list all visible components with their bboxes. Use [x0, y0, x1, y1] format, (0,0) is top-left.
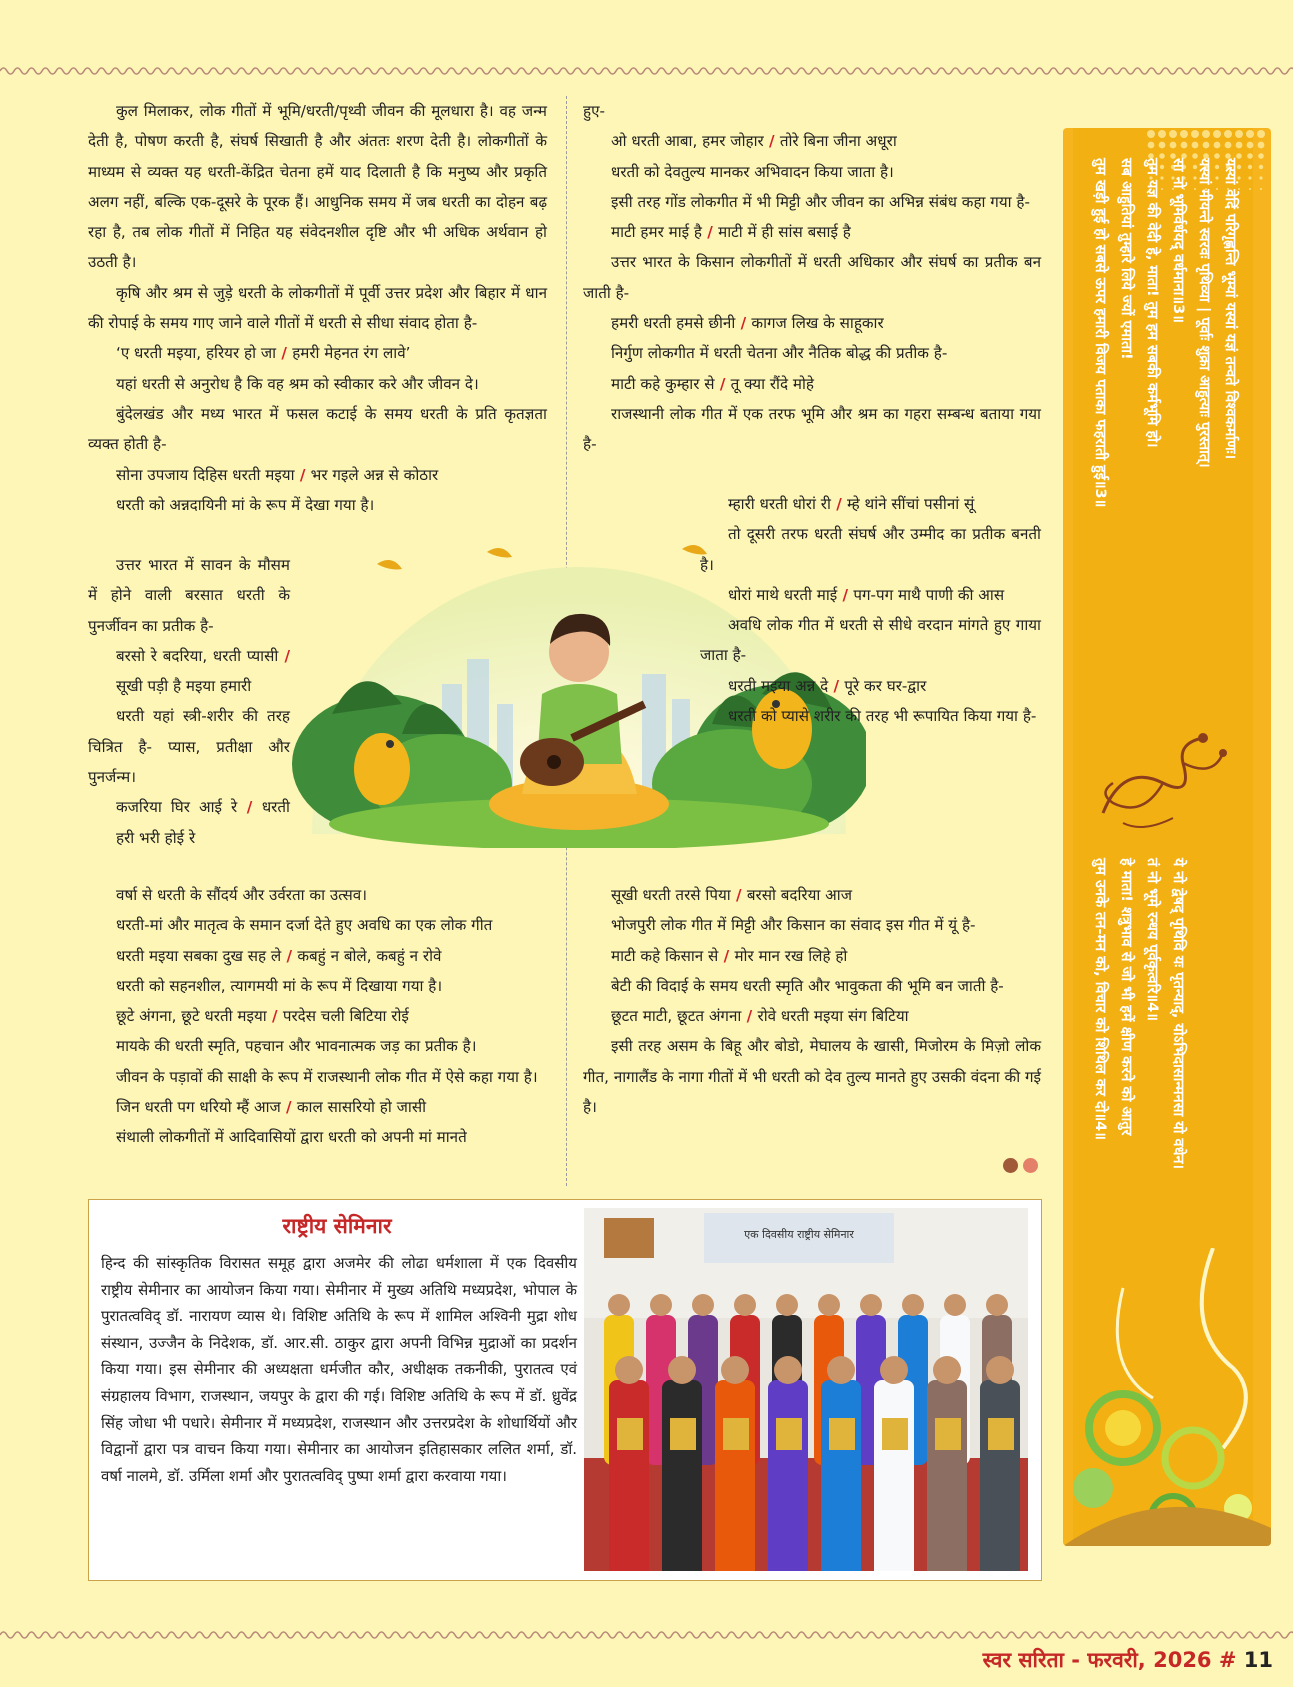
verse-part-a: धरती मइया अन्न दे [728, 676, 829, 695]
verse-part-a: जिन धरती पग धरियो म्हैं आज [116, 1098, 281, 1117]
verse-part-a: सोना उपजाय दिहिस धरती मइया [116, 465, 295, 484]
paragraph: धरती को देवतुल्य मानकर अभिवादन किया जाता है। [611, 162, 894, 181]
verse-separator: / [280, 1098, 297, 1117]
verse-line [583, 941, 1041, 971]
paragraph: धरती को सहनशील, त्यागमयी मां के रूप में दिखाया गया है। [116, 976, 443, 995]
verse-line [88, 641, 290, 702]
flourish-ornament-icon [1083, 723, 1243, 843]
shloka-line: यस्यां वेदिं परिगृह्णन्ति भूम्यां यस्यां यज्ञं तन्वते विश्वकर्माणः। [1222, 158, 1238, 460]
verse-part-b: कागज लिख के साहूकार [751, 314, 884, 333]
verse-separator: / [281, 946, 298, 965]
seminar-title: राष्ट्रीय सेमिनार [282, 1214, 392, 1238]
paragraph: संथाली लोकगीतों में आदिवासियों द्वारा धरती को अपनी मां मानते [116, 1128, 467, 1147]
seminar-banner-text: एक दिवसीय राष्ट्रीय सेमिनार [744, 1228, 854, 1241]
shloka-line: तुम यज्ञ की वेदी हे, माता! तुम हम सबकी कर्मभूमि हो। [1144, 158, 1160, 448]
verse-separator: / [294, 465, 311, 484]
verse-line [700, 671, 1041, 701]
right-column-bottom [583, 880, 1041, 1122]
verse-line [583, 1001, 1041, 1031]
verse-part-b: तू क्या रौंदे मोहे [730, 374, 814, 393]
paragraph: वर्षा से धरती के सौंदर्य और उर्वरता का उत्सव। [116, 886, 367, 904]
verse-part-b: माटी में ही सांस बसाई है [718, 223, 851, 242]
verse-line [583, 126, 1041, 156]
verse-part-a: माटी हमर माई है [611, 223, 702, 242]
paragraph: उत्तर भारत में सावन के मौसम में होने वाली बरसात धरती के पुनर्जीवन का प्रतीक है- [88, 556, 290, 635]
paragraph: अवधि लोक गीत में धरती से सीधे वरदान मांगते हुए गाया जाता है- [700, 616, 1041, 665]
left-wrap-text [88, 550, 290, 853]
shloka-line: हे माता! शत्रुभाव से जो भी हमें क्षीण करने को आतुर [1118, 858, 1134, 1136]
swirl-circles-ornament-icon [1063, 1248, 1271, 1546]
paragraph: उत्तर भारत के किसान लोकगीतों में धरती अधिकार और संघर्ष का प्रतीक बन जाती है- [583, 253, 1041, 302]
decor-dots [1003, 1158, 1038, 1177]
paragraph: धरती को अन्नदायिनी मां के रूप में देखा गया है। [116, 495, 375, 514]
paragraph: जीवन के पड़ावों की साक्षी के रूप में राजस्थानी लोक गीत में ऐसे कहा गया है। [116, 1067, 538, 1086]
verse-line [88, 1092, 547, 1122]
top-wave-border [0, 64, 1293, 78]
paragraph: धरती यहां स्त्री-शरीर की तरह चित्रित है- प्यास, प्रतीक्षा और पुनर्जन्म। [88, 707, 290, 787]
verse-part-a: छूटे अंगना, छूटे धरती मइया [116, 1007, 267, 1026]
verse-separator: / [278, 646, 290, 665]
paragraph: इसी तरह गोंड लोकगीत में भी मिट्टी और जीवन का अभिन्न संबंध कहा गया है- [611, 192, 1030, 211]
verse-part-b: भर गइले अन्न से कोठार [310, 465, 439, 484]
paragraph: बुंदेलखंड और मध्य भारत में फसल कटाई के समय धरती के प्रति कृतज्ञता व्यक्त होती है- [88, 404, 547, 454]
page-footer [983, 1646, 1273, 1674]
shloka-line: तुम खड़ी हुई हो सबसे ऊपर हमारी विजय पताका फहराती हुई॥3॥ [1092, 158, 1108, 508]
left-column-bottom [88, 880, 547, 1153]
verse-part-b: हमरी मेहनत रंग लावे’ [292, 344, 411, 363]
seminar-text: हिन्द की सांस्कृतिक विरासत समूह द्वारा अजमेर की लोढा धर्मशाला में एक दिवसीय राष्ट्रीय सेमीनार का आयोजन किया गया। सेमीनार में मुख्य अतिथि मध्यप्रदेश, भोपाल के पुरातत्वविद् डॉ. नारायण व्यास थे। विशिष्ट अतिथि के रूप में शामिल अश्विनी मुद्रा शोध संस्थान, उज्जैन के निदेशक, डॉ. आर.सी. ठाकुर द्वारा अपनी विभिन्न मुद्राओं का प्रदर्शन किया गया। इस सेमीनार की अध्यक्षता धर्मजीत कौर, अधीक्षक तकनीकी, पुरातत्व एवं संग्रहालय विभाग, राजस्थान, जयपुर के द्वारा की गई। विशिष्ट अतिथि के रूप में डॉ. ध्रुवेंद्र सिंह जोधा भी पधारे। सेमीनार में मध्यप्रदेश, राजस्थान और उत्तरप्रदेश के शोधार्थियों और विद्वानों द्वारा पत्र वाचन किया गया। सेमीनार का आयोजन इतिहासकार ललित शर्मा, डॉ. वर्षा नालमे, डॉ. उर्मिला शर्मा और पुरातत्वविद् पुष्पा शर्मा द्वारा करवाया गया। [101, 1254, 577, 1485]
verse-line [700, 489, 1041, 519]
verse-separator: / [701, 223, 719, 242]
verse-line [88, 460, 547, 490]
paragraph: कुल मिलाकर, लोक गीतों में भूमि/धरती/पृथ्वी जीवन की मूलधारा है। वह जन्म देती है, पोषण करती है, संघर्ष सिखाती है और अंततः शरण देती है। लोकगीतों के माध्यम से व्यक्त यह धरती-केंद्रित चेतना हमें याद दिलाती है कि मनुष्य और प्रकृति अलग नहीं, बल्कि एक-दूसरे के पूरक हैं। आधुनिक समय में जब धरती का दोहन बढ़ रहा है, तब लोक गीतों में निहित यह संवेदनशील दृष्टि और भी अधिक अर्थवान हो उठती है। [88, 102, 547, 272]
shloka-line: यस्यां मीयन्ते स्वरवः पृथिव्या | पूर्वाः शुक्रा आहुत्याः पुरस्तात्। [1196, 158, 1212, 468]
verse-separator: / [735, 314, 752, 333]
paragraph: धरती-मां और मातृत्व के समान दर्जा देते हुए अवधि का एक लोक गीत [116, 916, 493, 935]
verse-separator: / [828, 676, 845, 695]
verse-line [88, 941, 547, 971]
paragraph: तो दूसरी तरफ धरती संघर्ष और उम्मीद का प्रतीक बनती है। [700, 525, 1041, 574]
verse-part-b: रोवे धरती मइया संग बिटिया [757, 1007, 909, 1026]
shloka-line: सब आहुतियां तुम्हारे लिये ज्यों एमाता! [1118, 158, 1134, 360]
verse-part-b: तोरे बिना जीना अधूरा [779, 132, 897, 151]
verse-line [88, 338, 547, 368]
verse-separator: / [276, 344, 293, 363]
paragraph: कृषि और श्रम से जुड़े धरती के लोकगीतों में पूर्वी उत्तर प्रदेश और बिहार में धान की रोपाई के समय गाए जाने वाले गीतों में धरती से सीधा संवाद होता है- [88, 283, 547, 333]
verse-separator: / [763, 132, 780, 151]
verse-part-a: ओ धरती आबा, हमर जोहार [611, 132, 764, 151]
seminar-box [88, 1199, 1042, 1581]
verse-separator: / [730, 886, 747, 904]
shloka-side-panel [1063, 128, 1271, 1546]
verse-part-b: धरती हरी भरी होई रे [116, 798, 290, 847]
verse-line [583, 880, 1041, 910]
verse-part-a: धोरां माथे धरती माई [728, 585, 838, 604]
footer-title: स्वर सरिता - फरवरी, 2026 # [982, 1648, 1237, 1672]
paragraph: निर्गुण लोकगीत में धरती चेतना और नैतिक बोद्ध की प्रतीक है- [611, 344, 948, 363]
paragraph: राजस्थानी लोक गीत में एक तरफ भूमि और श्रम का गहरा सम्बन्ध बताया गया है- [583, 404, 1041, 454]
page-number: 11 [1243, 1648, 1273, 1672]
verse-part-a: कजरिया घिर आई रे [116, 798, 238, 817]
right-column-top [583, 96, 1041, 460]
verse-part-b: कबहुं न बोले, कबहुं न रोवे [297, 946, 442, 965]
verse-part-a: सूखी धरती तरसे पिया [611, 886, 731, 904]
verse-part-a: हमरी धरती हमसे छीनी [611, 314, 736, 333]
verse-part-a: माटी कहे किसान से [611, 946, 719, 965]
paragraph: यहां धरती से अनुरोध है कि वह श्रम को स्वीकार करे और जीवन दे। [116, 374, 479, 393]
verse-part-b: म्हे थांने सींचां पसीनां सूं [847, 495, 975, 513]
verse-part-a: म्हारी धरती धोरां री [728, 495, 831, 513]
verse-part-b: बरसो बदरिया आज [746, 886, 852, 904]
right-wrap-text [700, 489, 1041, 731]
verse-separator: / [741, 1007, 758, 1026]
verse-part-b: परदेस चली बिटिया रोई [282, 1007, 409, 1026]
verse-part-b: सूखी पड़ी है मइया हमारी [116, 677, 252, 696]
verse-separator: / [830, 495, 848, 513]
verse-line [583, 308, 1041, 338]
verse-separator: / [837, 585, 854, 604]
verse-part-a: माटी कहे कुम्हार से [611, 374, 715, 393]
shloka-lower [1085, 858, 1189, 1298]
shloka-line: तं नो भूमे रन्धय पूर्वकृत्वरि॥4॥ [1144, 858, 1160, 1021]
shloka-line: ये नो द्वेषद् पृथिवि यः पृतन्याद्, योऽभिदासान्मनसा यो वधेन। [1170, 858, 1186, 1170]
verse-separator: / [714, 374, 731, 393]
verse-separator: / [718, 946, 735, 965]
paragraph: इसी तरह असम के बिहू और बोडो, मेघालय के खासी, मिजोरम के मिज़ो लोक गीत, नागालैंड के नागा गीतों में भी धरती को देव तुल्य मानते हुए उसकी वंदना की गई है। [583, 1037, 1041, 1117]
bottom-wave-border [0, 1628, 1293, 1642]
verse-part-b: पूरे कर घर-द्वार [844, 676, 927, 695]
verse-separator: / [237, 798, 262, 817]
verse-part-a: छूटत माटी, छूटत अंगना [611, 1007, 742, 1026]
verse-line [700, 580, 1041, 610]
shloka-line: सा नो भूमिर्वर्धयद् वर्धमाना॥3॥ [1170, 158, 1186, 323]
verse-separator: / [266, 1007, 283, 1026]
verse-line [88, 792, 290, 853]
verse-line [88, 1001, 547, 1031]
verse-part-b: पग-पग माथै पाणी की आस [853, 585, 1005, 604]
verse-part-a: धरती मइया सबका दुख सह ले [116, 946, 282, 965]
paragraph: मायके की धरती स्मृति, पहचान और भावनात्मक जड़ का प्रतीक है। [116, 1037, 477, 1056]
paragraph: धरती को प्यासे शरीर की तरह भी रूपायित किया गया है- [728, 707, 1037, 726]
verse-part-a: ‘ए धरती मइया, हरियर हो जा [116, 344, 277, 363]
shloka-upper [1085, 158, 1241, 758]
seminar-photo [584, 1208, 1028, 1571]
left-column-top [88, 96, 547, 520]
paragraph: बेटी की विदाई के समय धरती स्मृति और भावुकता की भूमि बन जाती है- [611, 976, 1004, 995]
verse-part-b: मोर मान रख लिहे हो [734, 946, 848, 965]
paragraph: भोजपुरी लोक गीत में मिट्टी और किसान का संवाद इस गीत में यूं है- [611, 916, 976, 935]
verse-line [583, 369, 1041, 399]
shloka-line: तुम उनके तन-मन को, विचार को शिथिल कर दो॥4॥ [1092, 858, 1108, 1140]
verse-part-a: बरसो रे बदरिया, धरती प्यासी [116, 646, 279, 665]
verse-part-b: काल सासरियो हो जासी [296, 1098, 427, 1117]
verse-line [583, 217, 1041, 247]
paragraph: हुए- [583, 102, 605, 120]
